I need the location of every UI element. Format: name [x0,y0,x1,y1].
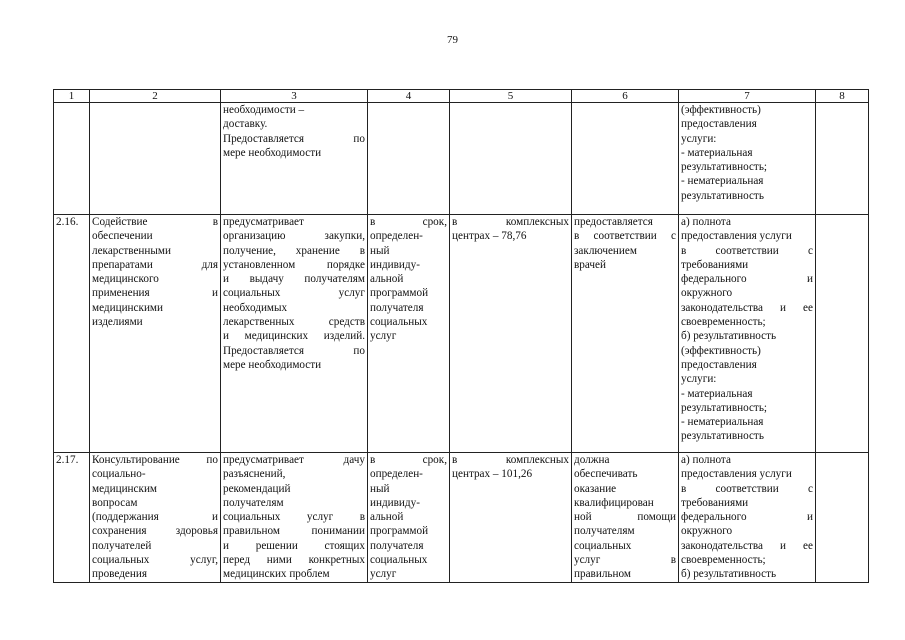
table-row [54,215,869,453]
cell-text-line: а) полнота [681,216,731,228]
cell-text-line: определен- [370,230,423,243]
cell-text-line: (эффективность) [681,104,761,116]
cell-text-line: альной [370,273,404,286]
cell-text-line: должна [574,454,610,466]
cell-text-line: предоставляется [574,216,653,228]
cell-text-line: получателя [370,301,424,314]
cell-text-line: социальных [574,539,632,552]
column-header: 4 [368,90,450,103]
cell-text-line: предоставления [681,118,757,131]
cell-text-line: рекомендаций [223,482,291,495]
cell-indicators [679,453,816,583]
cell-text-line: организацию закупки, [223,230,365,243]
cell-text-line: предусматривает дачу [223,454,365,466]
column-header: 3 [221,90,368,103]
cell-text-line: (поддержания и [92,511,218,524]
cell-text-line: а) полнота [681,454,731,466]
cell-text-line: социальных [370,316,428,329]
row-number-text: 2.16. [56,216,79,228]
column-header: 1 [54,90,90,103]
cell-text-line: программой [370,287,429,300]
cell-text-line: вопросам [92,496,138,509]
cell-cost [450,453,572,583]
cell-text-line: результативность [681,189,764,202]
cell-text-line: и выдачу получателям [223,273,365,286]
cell-text-line: обеспечивать [574,468,638,481]
cell-text-line: услуг [370,330,397,343]
cell-conditions [572,103,679,215]
cell-text-line: социальных [370,554,428,567]
cell-text-line: правильном понимании [223,525,365,538]
cell-text-line: Консультирование по [92,454,218,466]
cell-text-line: применения и [92,287,218,300]
cell-text-line: требованиями [681,258,749,271]
cell-number [54,453,90,583]
cell-text-line: предоставления услуги [681,230,792,243]
cell-text-line: сохранения здоровья [92,525,218,538]
cell-text-line: необходимых [223,301,288,314]
cell-text-line: - материальная [681,146,753,159]
column-header: 2 [90,90,221,103]
cell-text-line: социальных услуг в [223,511,365,524]
cell-text-line: Предоставляется по [223,132,365,145]
column-header: 8 [816,90,869,103]
cell-text-line: услуг в [574,554,676,567]
column-header: 6 [572,90,679,103]
cell-text-line: альной [370,511,404,524]
cell-text-line: результативность; [681,401,768,414]
cell-text-line: Предоставляется по [223,344,365,357]
cell-text-line: предусматривает [223,216,304,228]
cell-text-line: окружного [681,287,733,300]
cell-notes [816,453,869,583]
cell-cost [450,215,572,453]
cell-text-line: предоставления [681,358,757,371]
cell-text-line: правильном [574,568,631,581]
cell-term [368,453,450,583]
column-header: 5 [450,90,572,103]
cell-text-line: лекарственными [92,244,171,257]
cell-service-name [90,103,221,215]
cell-text-line: проведения [92,568,147,581]
cell-text-line: б) результативность [681,568,777,581]
cell-number [54,215,90,453]
cell-text-line: обеспечении [92,230,153,243]
cell-text-line: окружного [681,525,733,538]
cell-text-line: - материальная [681,387,753,400]
cell-text-line: ный [370,244,390,257]
cell-text-line: в комплексных [452,216,569,228]
cell-text-line: социальных услуг [223,287,365,300]
cell-text-line: в срок, [370,216,447,228]
cell-text-line: мере необходимости [223,146,322,159]
cell-text-line: в соответствии с [681,482,813,495]
cell-indicators [679,215,816,453]
cell-text-line: центрах – 78,76 [452,230,527,243]
cell-text-line: медицинским [92,482,158,495]
cell-notes [816,215,869,453]
cell-text-line: ный [370,482,390,495]
cell-text-line: квалифицирован [574,496,654,509]
cell-text-line: программой [370,525,429,538]
cell-text-line: медицинскими [92,301,163,314]
cell-text-line: в соответствии с [681,244,813,257]
cell-text-line: определен- [370,468,423,481]
cell-description [221,215,368,453]
cell-text-line: необходимости – [223,104,305,116]
cell-text-line: законодательства и ее [681,301,813,314]
cell-term [368,215,450,453]
cell-term [368,103,450,215]
cell-text-line: услуг [370,568,397,581]
cell-text-line: федерального и [681,511,813,524]
cell-text-line: в срок, [370,454,447,466]
column-header: 7 [679,90,816,103]
cell-text-line: ной помощи [574,511,676,524]
cell-text-line: мере необходимости [223,358,322,371]
cell-service-name [90,453,221,583]
cell-text-line: врачей [574,258,606,271]
cell-text-line: б) результативность [681,330,777,343]
cell-text-line: индивиду- [370,258,420,271]
cell-text-line: (эффективность) [681,344,761,357]
cell-number [54,103,90,215]
cell-text-line: законодательства и ее [681,539,813,552]
cell-text-line: перед ними конкретных [223,554,365,567]
cell-text-line: предоставления услуги [681,468,792,481]
cell-text-line: оказание [574,482,617,495]
cell-conditions [572,215,679,453]
table-row [54,453,869,583]
cell-text-line: изделиями [92,316,143,329]
cell-description [221,453,368,583]
cell-text-line: медицинских проблем [223,568,330,581]
cell-text-line: заключением [574,244,637,257]
cell-text-line: центрах – 101,26 [452,468,533,481]
cell-text-line: доставку. [223,118,268,131]
services-table [53,89,869,583]
row-number-text: 2.17. [56,454,79,466]
table-row [54,103,869,215]
cell-text-line: требованиями [681,496,749,509]
cell-text-line: результативность; [681,161,768,174]
cell-text-line: услуги: [681,132,717,145]
page-number: 79 [447,34,458,46]
cell-text-line: установленном порядке [223,258,365,271]
cell-text-line: лекарственных средств [223,316,365,329]
cell-text-line: в соответствии с [574,230,676,243]
cell-text-line: получателей [92,539,152,552]
cell-text-line: в комплексных [452,454,569,466]
cell-cost [450,103,572,215]
cell-text-line: получателям [223,496,284,509]
cell-text-line: и решении стоящих [223,539,365,552]
cell-indicators [679,103,816,215]
cell-text-line: Содействие в [92,216,218,228]
table-header-row [54,90,869,103]
cell-text-line: получение, хранение в [223,244,365,257]
cell-text-line: услуги: [681,373,717,386]
cell-text-line: разъяснений, [223,468,286,481]
cell-text-line: - нематериальная [681,175,764,188]
cell-text-line: результативность [681,430,764,443]
cell-text-line: федерального и [681,273,813,286]
cell-text-line: получателя [370,539,424,552]
cell-notes [816,103,869,215]
cell-text-line: и медицинских изделий. [223,330,365,343]
cell-text-line: своевременность; [681,554,766,567]
cell-text-line: индивиду- [370,496,420,509]
cell-description [221,103,368,215]
cell-text-line: медицинского [92,273,159,286]
cell-service-name [90,215,221,453]
cell-text-line: социальных услуг, [92,554,218,567]
cell-conditions [572,453,679,583]
cell-text-line: своевременность; [681,316,766,329]
cell-text-line: - нематериальная [681,416,764,429]
cell-text-line: препаратами для [92,258,218,271]
cell-text-line: социально- [92,468,146,481]
cell-text-line: получателям [574,525,635,538]
